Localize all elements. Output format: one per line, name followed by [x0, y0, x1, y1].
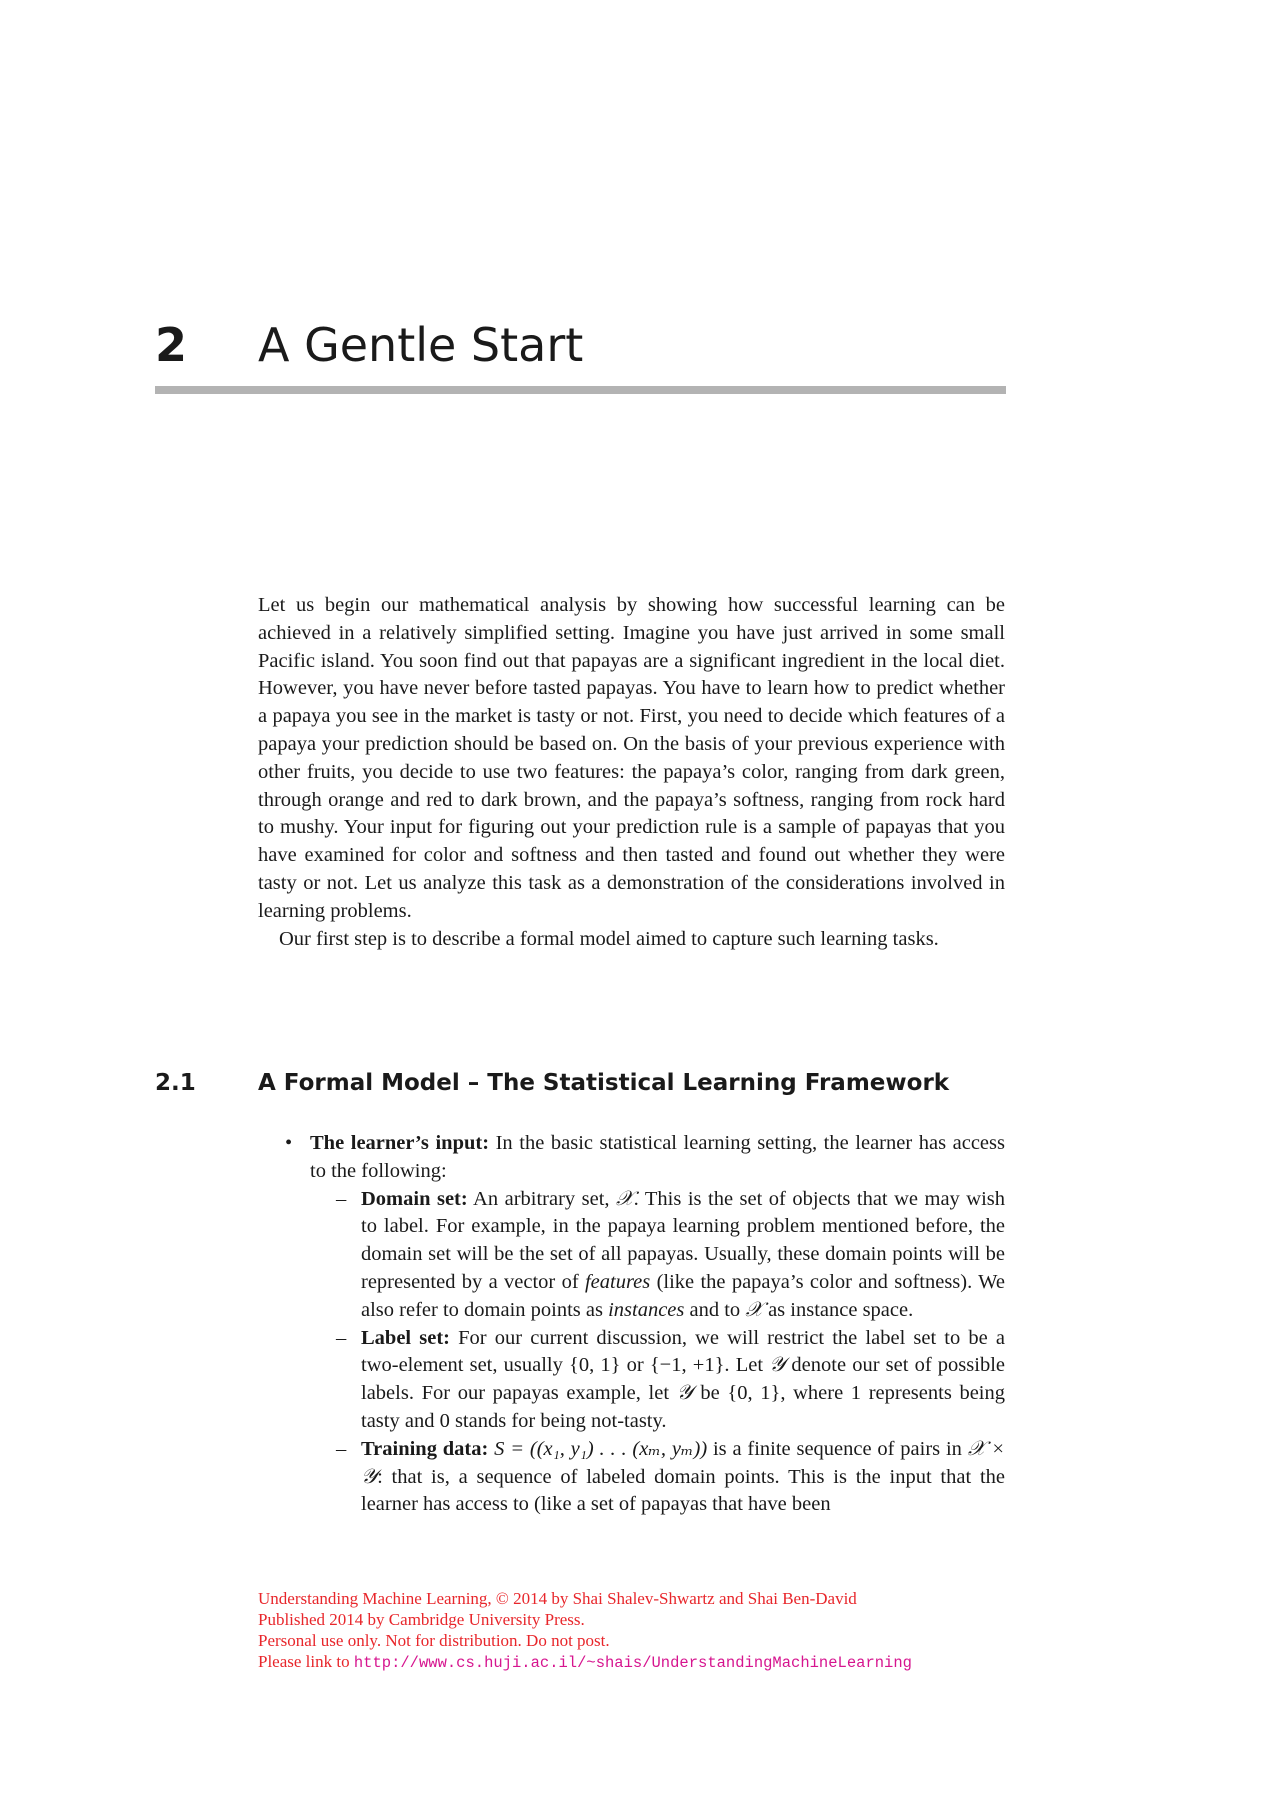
item-text: (like the papaya’s color and softness). We also refer to domain points as	[361, 1270, 1005, 1321]
item-text: is a finite sequence of pairs in	[707, 1437, 968, 1460]
footer-link-prefix: Please link to	[258, 1652, 354, 1671]
intro-paragraph-1: Let us begin our mathematical analysis by showing how successful learning can be achieved in a relatively simplified setting. Imagine you have just arrived in some small Pacific island. You soon find out that papayas are a significant ingredient in the local diet. However, you have never before tasted papayas. You have to learn how to predict whether a papaya you see in the market is tasty or not. First, you need to decide which features of a papaya your prediction should be based on. On the basis of your previous experience with other fruits, you decide to use two features: the papaya’s color, ranging from dark green, through orange and red to dark brown, and the papaya’s softness, ranging from rock hard to mushy. Your input for figuring out your prediction rule is a sample of papayas that you have examined for color and softness and then tasted and found out whether they were tasty or not. Let us analyze this task as a demonstration of the considerations involved in learning problems.	[258, 594, 1005, 922]
item-text: : that is, a sequence of labeled domain points. This is the input that the learner has access to (like a set of papayas that have been	[361, 1465, 1005, 1516]
chapter-title: A Gentle Start	[258, 318, 584, 372]
chapter-number: 2	[155, 318, 188, 372]
item-text: be {0, 1}, where 1 represents being tasty and 0 stands for being not-tasty.	[361, 1382, 1005, 1432]
book-url-link[interactable]: http://www.cs.huji.ac.il/~shais/UnderstandingMachineLearning	[353, 1654, 912, 1672]
footer-line-3: Personal use only. Not for distribution. Do not post.	[258, 1631, 610, 1650]
list-item-input	[258, 1130, 1005, 1186]
section-number: 2.1	[155, 1070, 196, 1096]
item-label: The learner’s input:	[310, 1132, 490, 1154]
item-label: Domain set:	[361, 1187, 468, 1210]
chapter-rule	[155, 386, 1006, 394]
bullet-icon: •	[285, 1132, 293, 1154]
math-Y: 𝒴	[676, 1382, 693, 1405]
intro-paragraph-2: Our first step is to describe a formal model aimed to capture such learning tasks.	[279, 927, 939, 950]
footer-line-4	[258, 1651, 912, 1674]
list-item-label-set	[258, 1325, 1005, 1436]
item-text: An arbitrary set,	[467, 1187, 617, 1210]
footer-line-1: Understanding Machine Learning, © 2014 by Shai Shalev-Shwartz and Shai Ben-David	[258, 1589, 857, 1608]
dash-icon: –	[336, 1187, 347, 1210]
section-title: A Formal Model – The Statistical Learning Framework	[258, 1070, 950, 1096]
dash-icon: –	[336, 1326, 347, 1349]
footer-line-2: Published 2014 by Cambridge University Press.	[258, 1610, 585, 1629]
math-training-sequence: S = ((x₁, y₁) . . . (xₘ, yₘ))	[488, 1437, 708, 1460]
list-item-training-data	[258, 1436, 1005, 1519]
item-text: and to	[684, 1298, 746, 1321]
definition-list	[258, 1130, 1005, 1519]
math-X-times-Y: 𝒳 × 𝒴	[361, 1437, 1006, 1488]
item-label: Training data:	[361, 1437, 489, 1460]
dash-icon: –	[336, 1437, 347, 1460]
math-X: 𝒳	[745, 1298, 763, 1321]
item-text: . This is the set of objects that we may wish to label. For example, in the papaya learning problem mentioned before, the domain set will be the set of all papayas. Usually, these domain points will be represented by a vector of	[361, 1187, 1006, 1293]
math-X: 𝒳	[616, 1187, 634, 1210]
list-item-domain-set	[258, 1186, 1005, 1325]
intro-text	[258, 592, 1005, 953]
item-text: denote our set of possible labels. For our papayas example, let	[361, 1354, 1006, 1405]
item-text: In the basic statistical learning setting, the learner has access to the following:	[310, 1132, 1005, 1182]
emph-instances: instances	[608, 1298, 685, 1321]
math-Y: 𝒴	[769, 1354, 786, 1377]
copyright-footer	[258, 1588, 912, 1674]
item-label: Label set:	[361, 1326, 450, 1349]
emph-features: features	[584, 1270, 651, 1293]
item-text: For our current discussion, we will restrict the label set to be a two-element set, usually {0, 1} or {−1, +1}. Let	[361, 1326, 1005, 1377]
item-text: as instance space.	[762, 1298, 914, 1321]
